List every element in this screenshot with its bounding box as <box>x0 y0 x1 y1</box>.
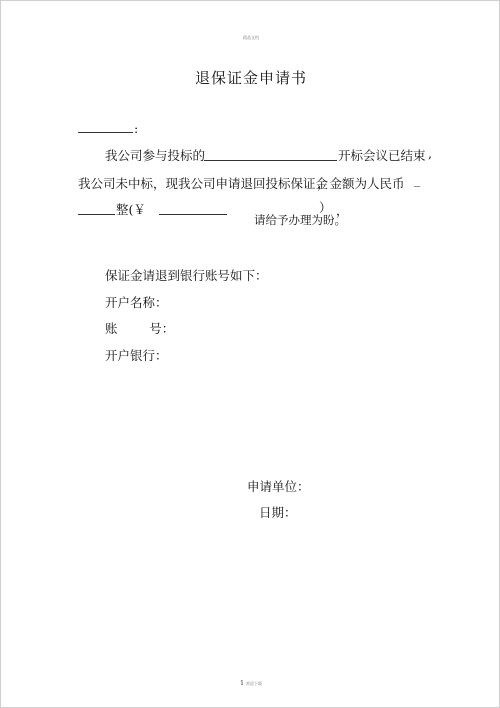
account-number-text: 账 号： <box>105 321 175 336</box>
header-note: 精品文档 <box>243 35 259 40</box>
paragraph-line3-close-paren: ） <box>319 200 332 215</box>
applicant-unit-label: 申请单位： <box>247 479 310 494</box>
paragraph-line3-comma: ， <box>336 203 349 218</box>
amount-words-blank-line <box>78 214 115 215</box>
paragraph-line4: 请给予办理为盼。 <box>254 213 346 227</box>
recipient-blank-line <box>78 132 133 133</box>
paragraph-line2-dash: _ <box>414 172 421 187</box>
footer-note: 欢迎下载 <box>245 681 262 686</box>
page-footer <box>1 680 500 687</box>
page-number: 1 <box>240 680 244 687</box>
amount-figure-blank-line <box>159 214 227 215</box>
salutation-colon: : <box>134 121 139 136</box>
account-number-label <box>105 319 174 337</box>
bank-name-label: 开户银行： <box>105 348 168 363</box>
paragraph-line2: 我公司未中标，现我公司申请退回投标保证金 <box>78 176 329 191</box>
document-title: 退保证金申请书 <box>194 69 307 87</box>
paragraph-line1-start: 我公司参与投标的 <box>105 148 206 163</box>
paragraph-line1-comma: , <box>428 146 432 161</box>
paragraph-line2-end: ，金额为人民币 <box>317 176 405 191</box>
project-blank-line <box>204 160 337 161</box>
account-name-label: 开户名称： <box>105 295 168 310</box>
bank-intro: 保证金请退到银行账号如下： <box>105 268 268 283</box>
paragraph-line1-end: 开标会议已结束 <box>338 148 426 163</box>
date-label: 日期： <box>259 505 297 520</box>
paragraph-line3-amount: 整(￥ <box>116 202 146 217</box>
